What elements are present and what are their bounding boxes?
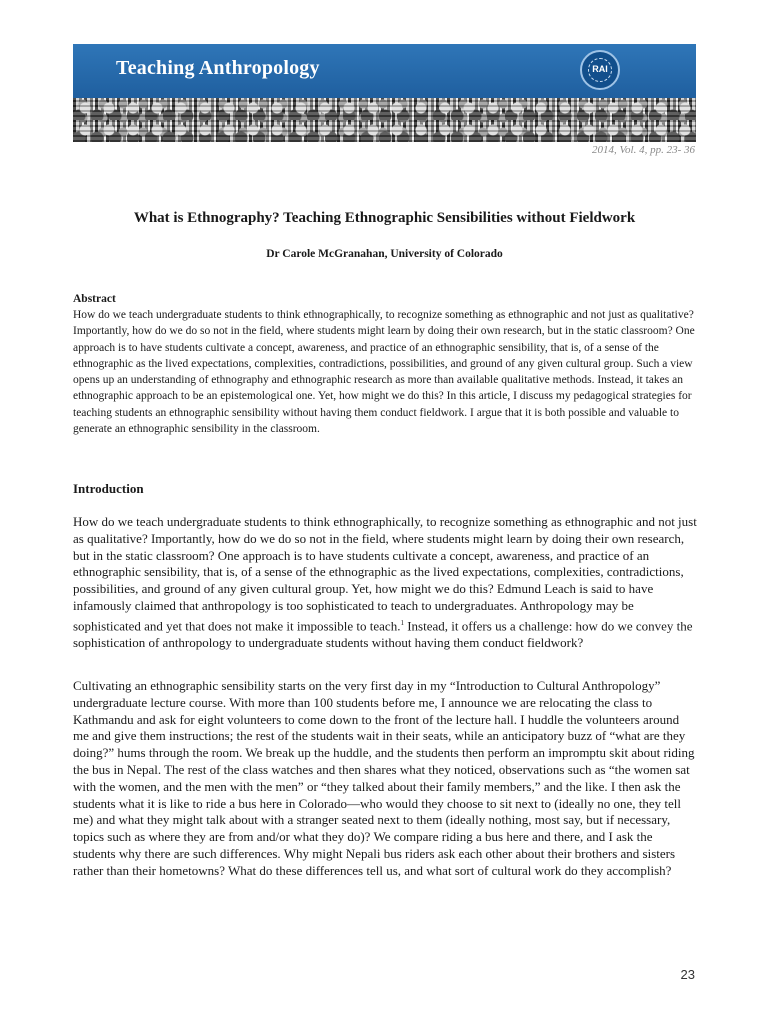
- introduction-paragraph-1: [73, 514, 698, 652]
- article-author: Dr Carole McGranahan, University of Colorado: [266, 248, 503, 260]
- logo-text: RAI: [592, 64, 608, 74]
- banner-header: [73, 44, 696, 98]
- abstract-heading: Abstract: [73, 293, 116, 305]
- page-number: 23: [680, 967, 695, 982]
- footnote-mark[interactable]: 1: [400, 618, 404, 627]
- abstract-body: How do we teach undergraduate students to think ethnographically, to recognize something as ethnographic and not just as qualitative? Importantly, how do we do so not in the field, where students might learn by doing their own research, but in the static classroom? One approach is to have students cultivate a concept, awareness, and practice of an ethnographic sensibility, that is, of a sense of the ethnographic as the lived expectations, complexities, contradictions, possibilities, and ground of any given cultural group. Such a view opens up an understanding of ethnography and ethnographic research as more than available qualitative methods. Instead, it takes an ethnographic approach to be an epistemological one. Yet, how might we do this? In this article, I discuss my pedagogical strategies for teaching students an ethnographic sensibility without having them conduct fieldwork. I argue that it is both possible and valuable to generate an ethnographic sensibility in the classroom.: [73, 309, 695, 436]
- paragraph-text: Instead, it offers us a challenge: how do we convey the sophistication of anthropology to undergraduate students without having them conduct fieldwork?: [73, 618, 693, 650]
- paragraph-text: How do we teach undergraduate students to think ethnographically, to recognize something as ethnographic and not just as qualitative? Importantly, how do we do so not in the field, where students might learn by doing their own research, but in the static classroom? One approach is to have students cultivate a concept, awareness, and practice of an ethnographic sensibility, that is, of a sense of the ethnographic as the lived expectations, complexities, contradictions, possibilities, and ground of any given cultural group. Yet, how might we do this? Edmund Leach is said to have infamously claimed that anthropology is too sophisticated to teach to undergraduates. Anthropology may be sophisticated and yet that does not make it impossible to teach.: [73, 514, 697, 634]
- introduction-heading: Introduction: [73, 481, 144, 496]
- journal-banner: [73, 44, 696, 142]
- introduction-paragraph-2: Cultivating an ethnographic sensibility starts on the very first day in my “Introduction to Cultural Anthropology” undergraduate lecture course. With more than 100 students before me, I announce we are relocating the class to Kathmandu and ask for eight volunteers to come down to the front of the lecture hall. I huddle the volunteers around me and give them instructions; the rest of the students wait in their seats, while an anticipatory buzz of “what are they doing?” hums through the room. We break up the huddle, and the students then perform an impromptu skit about riding the bus in Nepal. The rest of the class watches and then shares what they noticed, observations such as “the women sat with the women, and the men with the men” or “they talked about their family members,” and the like. I then ask the students what it is like to ride a bus here in Colorado—who would they choose to sit next to (ideally no one, they tell me) and what they might talk about with a stranger seated next to them (ideally nothing, most say, but if necessary, topics such as where they are from and/or what they do)? We compare riding a bus here and there, and I ask the students why there are such differences. Why might Nepali bus riders ask each other about their brothers and sisters rather than their hometowns? What do these differences tell us, and what sort of cultural work do they accomplish?: [73, 678, 695, 878]
- citation: 2014, Vol. 4, pp. 23- 36: [592, 144, 695, 156]
- article-title: What is Ethnography? Teaching Ethnographic Sensibilities without Fieldwork: [133, 210, 636, 226]
- rai-logo-icon: [580, 50, 620, 90]
- banner-crowd-photo: [73, 98, 696, 142]
- journal-title: Teaching Anthropology: [116, 57, 320, 79]
